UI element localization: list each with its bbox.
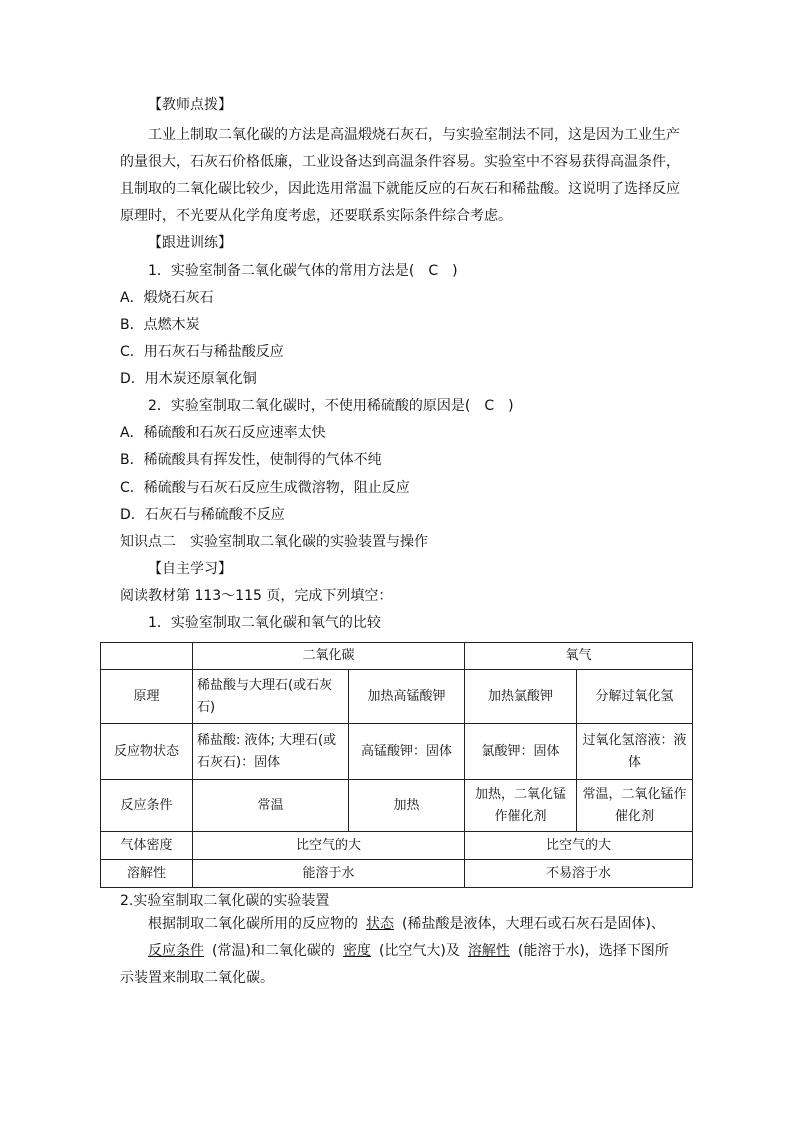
row-density-label: 气体密度: [101, 832, 193, 860]
condition-h2o2: 常温，二氧化锰作催化剂: [577, 780, 693, 832]
blank-condition: 反应条件: [148, 943, 204, 959]
apparatus-paragraph: [120, 911, 676, 992]
header-o2: 氧气: [465, 643, 693, 670]
comparison-title: 1．实验室制取二氧化碳和氧气的比较: [148, 615, 381, 631]
row-condition-label: 反应条件: [101, 780, 193, 832]
state-kclo3: 氯酸钾：固体: [465, 724, 577, 780]
density-co2: 比空气的大: [193, 832, 465, 860]
density-o2: 比空气的大: [465, 832, 693, 860]
teacher-tip-line-3: 且制取的二氧化碳比较少，因此选用常温下就能反应的石灰石和稀盐酸。这说明了选择反应: [120, 181, 680, 197]
question-2-option-c: C．稀硫酸与石灰石反应生成微溶物，阻止反应: [120, 480, 410, 496]
condition-kclo3: 加热，二氧化锰作催化剂: [465, 780, 577, 832]
principle-co2: 稀盐酸与大理石(或石灰石): [193, 670, 349, 724]
question-1-option-b: B．点燃木炭: [120, 317, 200, 333]
solubility-o2: 不易溶于水: [465, 860, 693, 888]
para-text-2: (稀盐酸是液体，大理石或石灰石是固体)、: [402, 916, 665, 932]
teacher-tip-line-4: 原理时，不光要从化学角度考虑，还要联系实际条件综合考虑。: [120, 208, 512, 224]
question-1-option-d: D．用木炭还原氧化铜: [120, 371, 257, 387]
principle-kmno4: 加热高锰酸钾: [349, 670, 465, 724]
row-principle-label: 原理: [101, 670, 193, 724]
practice-heading: 【跟进训练】: [148, 235, 232, 251]
apparatus-title: 2.实验室制取二氧化碳的实验装置: [120, 893, 330, 909]
state-kmno4: 高锰酸钾：固体: [349, 724, 465, 780]
question-1-stem: 1．实验室制备二氧化碳气体的常用方法是( C ): [148, 263, 458, 279]
teacher-tip-line-1: 工业上制取二氧化碳的方法是高温煅烧石灰石，与实验室制法不同，这是因为工业生产: [148, 127, 680, 143]
table-corner-cell: [101, 643, 193, 670]
para-text-3: (常温)和二氧化碳的: [212, 943, 335, 959]
self-study-heading: 【自主学习】: [148, 561, 232, 577]
para-text-5: (能溶于水)，选择下图所: [517, 943, 669, 959]
condition-kmno4: 加热: [349, 780, 465, 832]
para-text-1: 根据制取二氧化碳所用的反应物的: [148, 916, 358, 932]
condition-co2: 常温: [193, 780, 349, 832]
question-2-option-a: A．稀硫酸和石灰石反应速率太快: [120, 425, 326, 441]
row-state-label: 反应物状态: [101, 724, 193, 780]
solubility-co2: 能溶于水: [193, 860, 465, 888]
question-2-option-b: B．稀硫酸具有挥发性，使制得的气体不纯: [120, 452, 382, 468]
question-2-stem: 2．实验室制取二氧化碳时，不使用稀硫酸的原因是( C ): [148, 398, 514, 414]
header-co2: 二氧化碳: [193, 643, 465, 670]
blank-state: 状态: [366, 916, 394, 932]
blank-solubility: 溶解性: [467, 943, 510, 959]
blank-density: 密度: [342, 943, 371, 959]
para-text-6: 示装置来制取二氧化碳。: [120, 970, 274, 986]
teacher-tip-heading: 【教师点拨】: [148, 97, 232, 113]
question-2-option-d: D．石灰石与稀硫酸不反应: [120, 507, 285, 523]
state-co2: 稀盐酸: 液体; 大理石(或石灰石)：固体: [193, 724, 349, 780]
question-1-option-a: A．煅烧石灰石: [120, 290, 214, 306]
knowledge-point-title: 知识点二 实验室制取二氧化碳的实验装置与操作: [120, 534, 428, 550]
comparison-table: [100, 642, 693, 888]
principle-kclo3: 加热氯酸钾: [465, 670, 577, 724]
para-text-4: (比空气大)及: [378, 943, 460, 959]
row-solubility-label: 溶解性: [101, 860, 193, 888]
state-h2o2: 过氧化氢溶液：液体: [577, 724, 693, 780]
principle-h2o2: 分解过氧化氢: [577, 670, 693, 724]
self-study-instruction: 阅读教材第 113～115 页，完成下列填空：: [120, 588, 393, 604]
question-1-option-c: C．用石灰石与稀盐酸反应: [120, 344, 284, 360]
teacher-tip-line-2: 的量很大，石灰石价格低廉，工业设备达到高温条件容易。实验室中不容易获得高温条件，: [120, 154, 680, 170]
